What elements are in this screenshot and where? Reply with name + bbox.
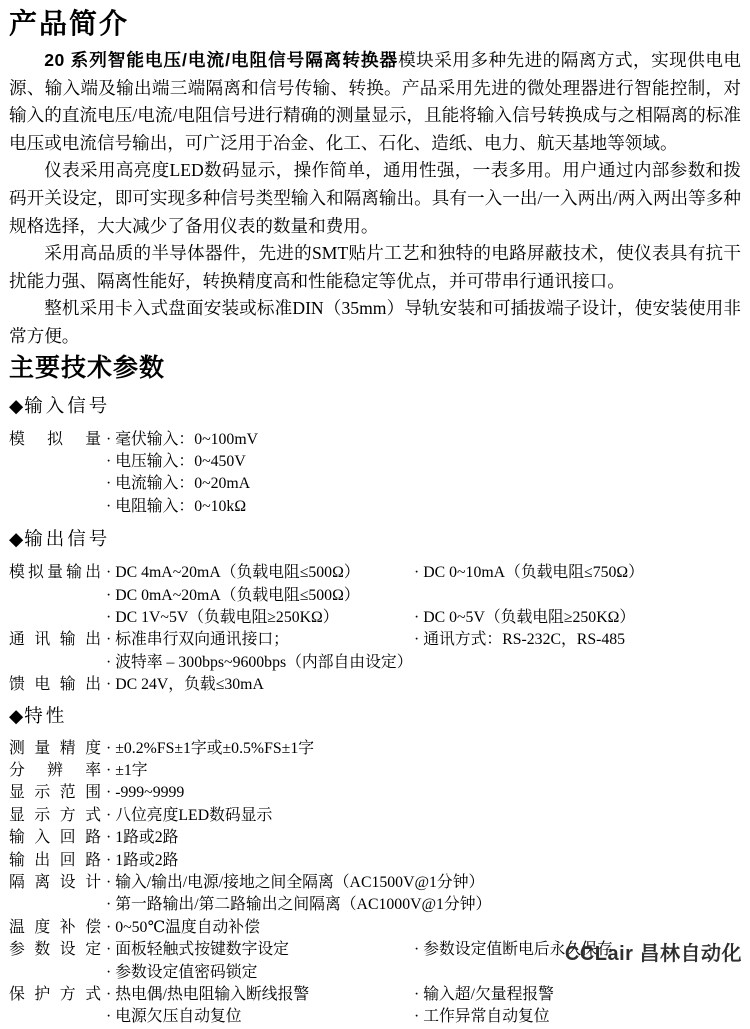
spec-value: · 毫伏输入：0~100mV — [106, 430, 259, 448]
spec-values — [106, 429, 741, 519]
spec-values — [106, 872, 741, 917]
spec-values — [106, 562, 741, 629]
spec-value: · 热电偶/热电阻输入断线报警 — [106, 986, 310, 1004]
spec-label: 模拟量 — [9, 430, 101, 448]
spec-line — [106, 917, 741, 939]
spec-value: · DC 1V~5V（负载电阻≥250KΩ） — [106, 608, 339, 626]
spec-value: · 波特率 – 300bps~9600bps（内部自由设定） — [106, 653, 413, 671]
spec-value: · 第一路输出/第二路输出之间隔离（AC1000V@1分钟） — [106, 896, 492, 914]
intro-paragraph: 整机采用卡入式盘面安装或标准DIN（35mm）导轨安装和可插拔端子设计，使安装使用非常方便。 — [9, 298, 741, 346]
spec-row — [9, 827, 741, 849]
spec-section-input-signal — [9, 395, 741, 519]
spec-value: · 输入超/欠量程报警 — [414, 986, 554, 1004]
spec-value: · DC 0~10mA（负载电阻≤750Ω） — [414, 564, 644, 582]
spec-row — [9, 805, 741, 827]
spec-value: · DC 4mA~20mA（负载电阻≤500Ω） — [106, 564, 360, 582]
spec-values — [106, 738, 741, 760]
paragraph-bold-lead: 20 系列智能电压/电流/电阻信号隔离转换器 — [44, 50, 399, 70]
spec-value: · 电阻输入：0~10kΩ — [106, 497, 247, 515]
page-title: 产品简介 — [9, 8, 130, 39]
spec-value: · 八位亮度LED数码显示 — [106, 806, 273, 824]
spec-label: 通讯输出 — [9, 631, 101, 649]
spec-row — [9, 760, 741, 782]
spec-line — [106, 850, 741, 872]
spec-row — [9, 917, 741, 939]
spec-values — [106, 674, 741, 696]
spec-line — [106, 872, 741, 894]
spec-label: 参数设定 — [9, 941, 101, 959]
section-title-text: 输出信号 — [24, 530, 111, 551]
spec-section-features — [9, 705, 741, 1029]
spec-label: 显示方式 — [9, 806, 101, 824]
spec-value: · DC 0~5V（负载电阻≥250KΩ） — [414, 608, 636, 626]
spec-line — [106, 782, 741, 804]
spec-label: 馈电输出 — [9, 676, 101, 694]
spec-line — [106, 827, 741, 849]
section-heading-features — [9, 705, 741, 729]
spec-value: · DC 0mA~20mA（负载电阻≤500Ω） — [106, 586, 360, 604]
spec-value: · 参数设定值密码锁定 — [106, 963, 258, 981]
spec-value: · 参数设定值断电后永久保存 — [414, 941, 613, 959]
spec-row — [9, 629, 741, 674]
spec-line — [106, 429, 741, 451]
brand-logo: CCLair 昌林自动化 — [564, 943, 742, 965]
spec-value: · 面板轻触式按键数字设定 — [106, 941, 289, 959]
spec-label: 显示范围 — [9, 784, 101, 802]
spec-line — [106, 1006, 741, 1028]
spec-value: · 1路或2路 — [106, 851, 179, 869]
spec-label: 分辨率 — [9, 762, 101, 779]
spec-label: 温度补偿 — [9, 918, 101, 936]
spec-label: 隔离设计 — [9, 874, 101, 892]
spec-line — [106, 652, 741, 674]
diamond-icon: ◆ — [9, 706, 24, 727]
spec-value: · 0~50℃温度自动补偿 — [106, 918, 260, 936]
spec-values — [106, 805, 741, 827]
intro-paragraph: 仪表采用高亮度LED数码显示，操作简单，通用性强，一表多用。用户通过内部参数和拨码开关设定，即可实现多种信号类型输入和隔离输出。具有一入一出/一入两出/两入两出等多种规格选择，大大减少了备用仪表的数量和费用。 — [9, 160, 741, 236]
spec-row — [9, 738, 741, 760]
section-heading-input-signal — [9, 395, 741, 419]
spec-values — [106, 850, 741, 872]
spec-line — [106, 629, 741, 651]
spec-line — [106, 674, 741, 696]
spec-value: · 输入/输出/电源/接地之间全隔离（AC1500V@1分钟） — [106, 874, 485, 892]
spec-label: 输入回路 — [9, 829, 101, 847]
spec-line — [106, 496, 741, 518]
spec-value: · 电源欠压自动复位 — [106, 1008, 242, 1026]
spec-line — [106, 562, 741, 584]
spec-row — [9, 674, 741, 696]
spec-line — [106, 760, 741, 782]
spec-row — [9, 872, 741, 917]
spec-value: · 1路或2路 — [106, 829, 179, 847]
spec-value: · 标准串行双向通讯接口； — [106, 631, 289, 649]
params-section-title: 主要技术参数 — [9, 353, 166, 382]
spec-value: · 电压输入：0~450V — [106, 452, 246, 470]
spec-sections — [9, 395, 741, 1029]
spec-line — [106, 738, 741, 760]
spec-section-output-signal — [9, 528, 741, 696]
spec-value: · ±0.2%FS±1字或±0.5%FS±1字 — [106, 739, 315, 757]
spec-row — [9, 562, 741, 629]
spec-label: 测量精度 — [9, 739, 101, 757]
spec-label: 模拟量输出 — [9, 564, 101, 582]
spec-row — [9, 984, 741, 1029]
spec-values — [106, 629, 741, 674]
spec-label: 输出回路 — [9, 851, 101, 869]
intro-paragraph: 采用高品质的半导体器件，先进的SMT贴片工艺和独特的电路屏蔽技术，使仪表具有抗干扰能力强、隔离性能好，转换精度高和性能稳定等优点，并可带串行通讯接口。 — [9, 243, 741, 291]
spec-row — [9, 429, 741, 519]
spec-values — [106, 917, 741, 939]
spec-label: 保护方式 — [9, 986, 101, 1004]
section-title-text: 特性 — [24, 706, 68, 727]
intro-paragraphs — [9, 47, 741, 351]
section-heading-output-signal — [9, 528, 741, 552]
spec-value: · -999~9999 — [106, 784, 185, 802]
spec-value: · 电流输入：0~20mA — [106, 475, 251, 493]
spec-value: · DC 24V，负载≤30mA — [106, 676, 264, 694]
spec-line — [106, 894, 741, 916]
spec-value: · 通讯方式：RS-232C，RS-485 — [414, 631, 626, 649]
spec-line — [106, 473, 741, 495]
intro-paragraph: 20 系列智能电压/电流/电阻信号隔离转换器模块采用多种先进的隔离方式，实现供电电源、输入端及输出端三端隔离和信号传输、转换。产品采用先进的微处理器进行智能控制，对输入的直流电压/电流/电阻信号进行精确的测量显示，且能将输入信号转换成与之相隔离的标准电压或电流信号输出，可广泛用于冶金、化工、石化、造纸、电力、航天基地等领域。 — [9, 50, 741, 153]
spec-row — [9, 782, 741, 804]
spec-line — [106, 451, 741, 473]
spec-line — [106, 607, 741, 629]
spec-row — [9, 850, 741, 872]
spec-line — [106, 585, 741, 607]
diamond-icon: ◆ — [9, 396, 24, 417]
spec-values — [106, 984, 741, 1029]
section-title-text: 输入信号 — [24, 396, 111, 417]
spec-values — [106, 782, 741, 804]
spec-value: · 工作异常自动复位 — [414, 1008, 550, 1026]
spec-value: · ±1字 — [106, 762, 148, 779]
spec-line — [106, 805, 741, 827]
spec-values — [106, 827, 741, 849]
spec-values — [106, 760, 741, 782]
diamond-icon: ◆ — [9, 530, 24, 551]
spec-line — [106, 984, 741, 1006]
